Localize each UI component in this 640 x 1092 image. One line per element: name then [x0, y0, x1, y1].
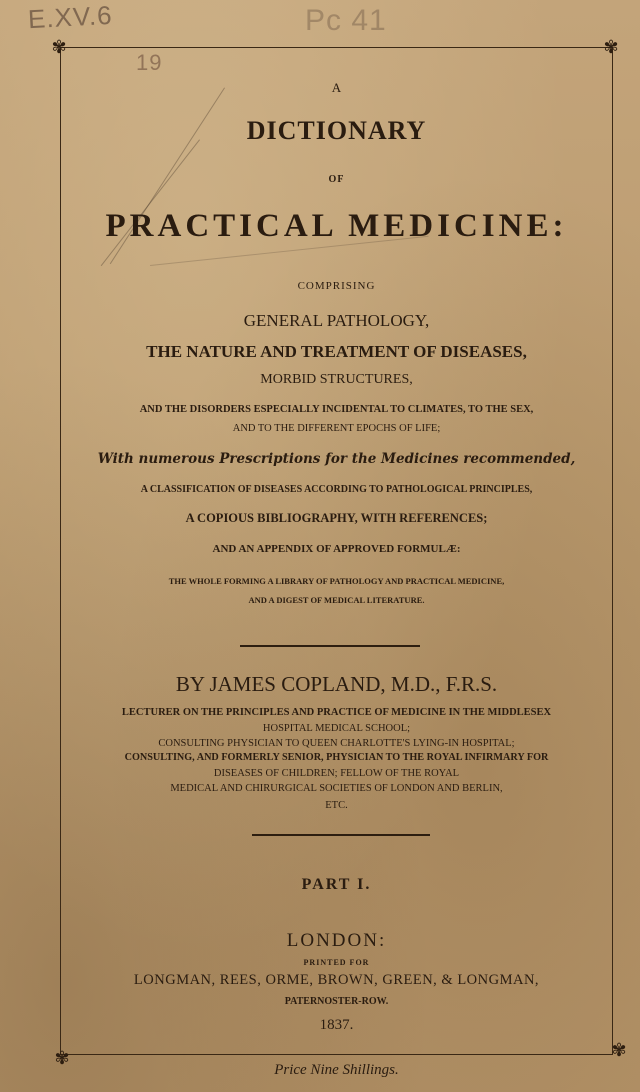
contents-line: AND AN APPENDIX OF APPROVED FORMULÆ: — [212, 543, 461, 555]
rosette-ornament-icon: ✾ — [611, 1040, 627, 1060]
credential-line: HOSPITAL MEDICAL SCHOOL; — [262, 723, 411, 734]
handwritten-number: 19 — [136, 50, 163, 75]
rosette-ornament-icon: ✾ — [51, 37, 67, 57]
credential-line: MEDICAL AND CHIRURGICAL SOCIETIES OF LONDON AND BERLIN, — [170, 783, 503, 794]
contents-line: THE NATURE AND TREATMENT OF DISEASES, — [146, 342, 527, 361]
contents-line: MORBID STRUCTURES, — [260, 372, 413, 387]
credential-line: ETC. — [325, 800, 348, 811]
divider-rule — [252, 834, 430, 836]
credential-line: DISEASES OF CHILDREN; FELLOW OF THE ROYAL — [213, 768, 460, 779]
author: BY JAMES COPLAND, M.D., F.R.S. — [175, 672, 498, 696]
title-line-2: PRACTICAL MEDICINE: — [105, 208, 568, 244]
comprising: COMPRISING — [297, 280, 376, 292]
shelfmark: E.XV.6 — [27, 0, 114, 35]
pencil-code: Pc 41 — [305, 4, 387, 37]
divider-rule — [240, 645, 420, 647]
title-article: A — [331, 80, 342, 95]
publisher: LONGMAN, REES, ORME, BROWN, GREEN, & LONGMAN, — [133, 972, 540, 988]
part-number: PART I. — [301, 876, 372, 893]
credential-line: CONSULTING, AND FORMERLY SENIOR, PHYSICIAN TO THE ROYAL INFIRMARY FOR — [124, 752, 549, 763]
year: 1837. — [319, 1017, 354, 1033]
contents-line: A CLASSIFICATION OF DISEASES ACCORDING TO PATHOLOGICAL PRINCIPLES, — [140, 484, 533, 495]
title-line-1: DICTIONARY — [246, 116, 427, 145]
credential-line: LECTURER ON THE PRINCIPLES AND PRACTICE OF MEDICINE IN THE MIDDLESEX — [121, 707, 552, 718]
address: PATERNOSTER-ROW. — [284, 996, 389, 1007]
rosette-ornament-icon: ✾ — [603, 37, 619, 57]
title-of: OF — [328, 174, 345, 185]
contents-line-blackletter: With numerous Prescriptions for the Medicines recommended, — [97, 451, 576, 467]
contents-line: THE WHOLE FORMING A LIBRARY OF PATHOLOGY AND PRACTICAL MEDICINE, — [168, 576, 505, 586]
imprint-city: LONDON: — [286, 930, 387, 951]
printed-for: PRINTED FOR — [303, 958, 370, 967]
contents-line: A COPIOUS BIBLIOGRAPHY, WITH REFERENCES; — [185, 511, 488, 525]
rosette-ornament-icon: ✾ — [54, 1048, 70, 1068]
contents-line: AND THE DISORDERS ESPECIALLY INCIDENTAL TO CLIMATES, TO THE SEX, — [139, 404, 534, 415]
contents-line: GENERAL PATHOLOGY, — [243, 311, 430, 330]
price: Price Nine Shillings. — [274, 1062, 399, 1078]
credential-line: CONSULTING PHYSICIAN TO QUEEN CHARLOTTE'S LYING-IN HOSPITAL; — [158, 738, 515, 749]
contents-line: AND A DIGEST OF MEDICAL LITERATURE. — [248, 595, 425, 605]
contents-line: AND TO THE DIFFERENT EPOCHS OF LIFE; — [232, 423, 441, 434]
